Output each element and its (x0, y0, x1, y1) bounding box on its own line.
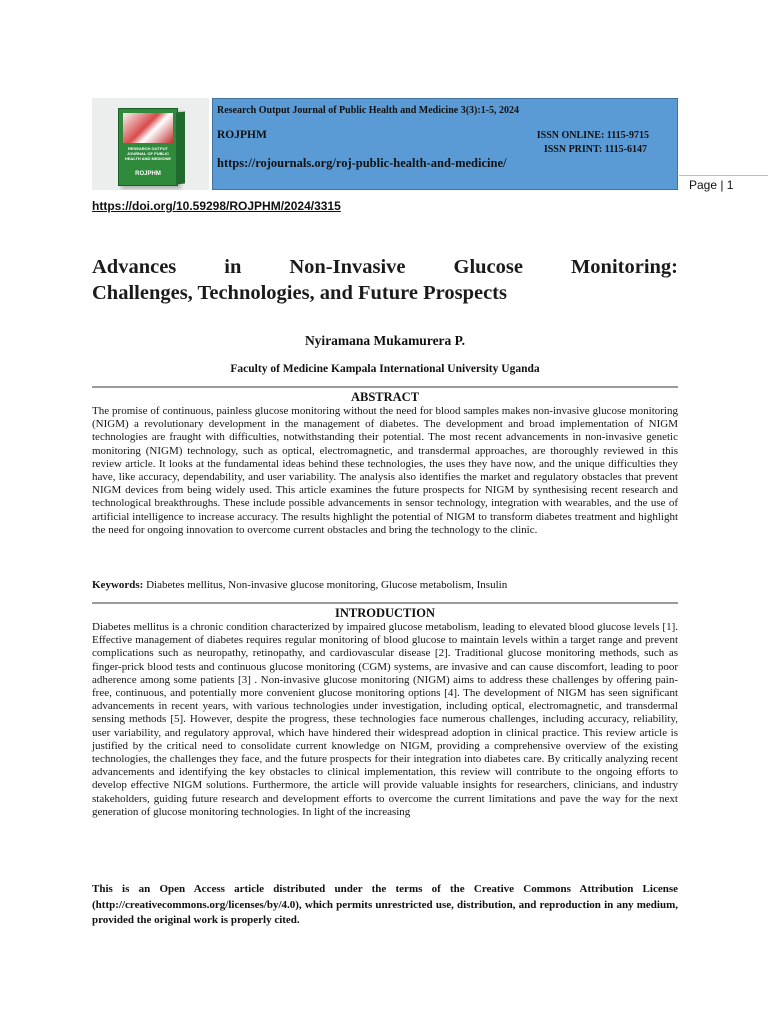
author-name: Nyiramana Mukamurera P. (304, 333, 466, 348)
introduction-top-divider (92, 602, 678, 604)
cover-title: RESEARCH OUTPUT JOURNAL OF PUBLIC HEALTH AND MEDICINE (124, 146, 172, 161)
introduction-heading: INTRODUCTION (334, 606, 435, 620)
article-title (92, 254, 678, 306)
license-notice: This is an Open Access article distributed under the terms of the Creative Commons Attribution License (http://creativecommons.org/licenses/by/4.0), which permits unrestricted use, distribution, and reproduction in any medium, provided the original work is properly cited. (92, 883, 678, 926)
article-title-line-2: Challenges, Technologies, and Future Prospects (92, 282, 507, 304)
keywords-label: Keywords: (92, 579, 144, 591)
page-number-rule (679, 175, 768, 176)
issn-print: ISSN PRINT: 1115-6147 (543, 144, 647, 155)
journal-citation: Research Output Journal of Public Health and Medicine 3(3):1-5, 2024 (217, 105, 520, 116)
journal-abbreviation: ROJPHM (217, 129, 267, 141)
journal-url[interactable]: https://rojournals.org/roj-public-health-and-medicine/ (217, 156, 507, 170)
journal-cover-image (92, 98, 209, 190)
introduction-text: Diabetes mellitus is a chronic condition characterized by impaired glucose metabolism, leading to elevated blood glucose levels [1]. Effective management of diabetes requires regular monitoring of blood glucose to maintain levels within a target range and prevent complications such as neuropathy, retinopathy, and cardiovascular disease [2]. Traditional glucose monitoring methods, such as finger-prick blood tests and continuous glucose monitoring (CGM) systems, are invasive and can cause discomfort, leading to poor adherence among some patients [3] . Non-invasive glucose monitoring (NIGM) aims to address these challenges by offering pain-free, continuous, and potentially more convenient glucose monitoring options [4]. The development of NIGM has seen significant advancements in recent years, with various technologies under investigation, including optical, electromagnetic, and transdermal sensing methods [5]. However, despite the progress, these technologies face numerous challenges, including accuracy, reliability, user variability, and regulatory approval, which have hindered their widespread adoption in clinical practice. This review article is justified by the critical need to consolidate current knowledge on NIGM, providing a comprehensive overview of the existing technologies, the challenges they face, and the future prospects for their integration into diabetes care. By critically analyzing recent advancements and identifying the key obstacles to clinical implementation, this review will contribute to the ongoing efforts to develop effective NIGM solutions. Furthermore, the article will provide valuable insights for researchers, clinicians, and industry stakeholders, guiding future research and development efforts to overcome the current limitations and pave the way for the next generation of glucose monitoring technologies. In light of the increasing (92, 621, 678, 818)
author-affiliation: Faculty of Medicine Kampala International University Uganda (230, 363, 540, 375)
cover-photo (123, 113, 173, 143)
abstract-text: The promise of continuous, painless glucose monitoring without the need for blood samples makes non-invasive glucose monitoring (NIGM) a revolutionary development in the management of diabetes. The development and broad implementation of NIGM technologies are fraught with difficulties, notwithstanding their potential. The most recent advancements in non-invasive genetic monitoring (NIGM) technology, such as optical, electromagnetic, and transdermal approaches, are thoroughly reviewed in this review article. It looks at the fundamental ideas behind these technologies, the uses they have now, and the unique difficulties they have, like accuracy, dependability, and user variability. The analysis also identifies the market and regulatory obstacles that prevent NIGM devices from being widely used. This article examines the future prospects for NIGM by synthesising recent research and technological breakthroughs. These include possible advancements in sensor technology, integration with wearables, and the use of artificial intelligence to increase accuracy. The results highlight the potential of NIGM to transform diabetes treatment and highlight the need for ongoing innovation to overcome current obstacles and bring the technology to the clinic. (92, 405, 678, 536)
book-front (118, 108, 178, 186)
keywords-list: Diabetes mellitus, Non-invasive glucose monitoring, Glucose metabolism, Insulin (146, 579, 508, 591)
article-title-line-1: Advances in Non-Invasive Glucose Monitoring: (92, 256, 678, 278)
abstract-top-divider (92, 386, 678, 388)
issn-online: ISSN ONLINE: 1115-9715 (536, 130, 649, 141)
doi-link[interactable]: https://doi.org/10.59298/ROJPHM/2024/3315 (92, 199, 341, 213)
journal-banner (212, 98, 678, 190)
abstract-heading: ABSTRACT (350, 390, 420, 404)
page-number: Page | 1 (689, 178, 734, 192)
book-spine (176, 112, 185, 185)
keywords-line (92, 579, 678, 592)
cover-brand: ROJPHM (135, 171, 161, 177)
journal-header (92, 98, 678, 190)
